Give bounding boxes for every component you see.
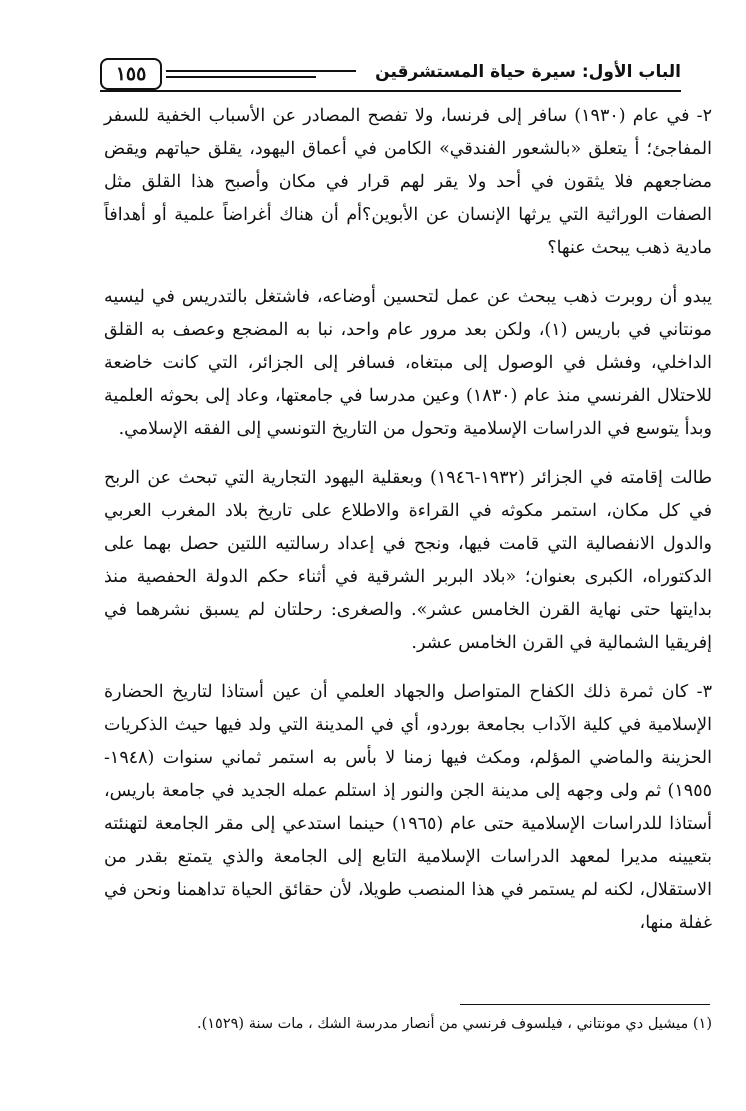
chapter-title: الباب الأول: سيرة حياة المستشرقين bbox=[375, 62, 681, 82]
header-decorative-rule bbox=[166, 76, 316, 78]
header-decorative-rule bbox=[166, 70, 356, 72]
paragraph: يبدو أن روبرت ذهب يبحث عن عمل لتحسين أوضاعه، فاشتغل بالتدريس في ليسيه مونتاني في باريس (١)، ولكن بعد مرور عام واحد، نبا به المضجع وعصف به القلق الداخلي، وفشل في الوصول إلى مبتغاه، فسافر إلى الجزائر، التي كانت خاضعة للاحتلال الفرنسي منذ عام (١٨٣٠) وعين مدرسا في جامعتها، وعاد إلى بحوثه العلمية وبدأ يتوسع في الدراسات الإسلامية وتحول من التاريخ التونسي إلى الفقه الإسلامي. bbox=[104, 287, 712, 439]
footnote-separator bbox=[460, 1004, 710, 1005]
footnote: (١) ميشيل دي مونتاني ، فيلسوف فرنسي من أنصار مدرسة الشك ، مات سنة (١٥٢٩). bbox=[196, 1016, 712, 1032]
body-text bbox=[104, 100, 712, 940]
paragraph: طالت إقامته في الجزائر (١٩٣٢-١٩٤٦) وبعقلية اليهود التجارية التي تبحث عن الربح في كل مكان، استمر مكوثه في القراءة والاطلاع على تاريخ بلاد المغرب العربي والدول الانفصالية التي قامت فيها، ونجح في إعداد رسالتيه اللتين حصل بهما على الدكتوراه، الكبرى بعنوان؛ «بلاد البربر الشرقية في أثناء حكم الدولة الحفصية منذ بدايتها حتى نهاية القرن الخامس عشر». والصغرى: رحلتان لم يسبق نشرهما في إفريقيا الشمالية في القرن الخامس عشر. bbox=[104, 468, 712, 653]
paragraph: ٢- في عام (١٩٣٠) سافر إلى فرنسا، ولا تفصح المصادر عن الأسباب الخفية للسفر المفاجئ؛ أ يتعلق «بالشعور الفندقي» الكامن في أعماق اليهود، يقلق حياتهم ويقض مضاجعهم فلا يثقون في أحد ولا يقر لهم قرار في مكان وأصبح هذا القلق مثل الصفات الوراثية التي يرثها الإنسان عن الأبوين؟أم أن هناك أغراضاً علمية أو أهدافاً مادية ذهب يبحث عنها؟ bbox=[104, 106, 712, 258]
running-header bbox=[100, 58, 681, 92]
paragraph: ٣- كان ثمرة ذلك الكفاح المتواصل والجهاد العلمي أن عين أستاذا لتاريخ الحضارة الإسلامية في كلية الآداب بجامعة بوردو، أي في المدينة التي ولد فيها حيث الذكريات الحزينة والماضي المؤلم، ومكث فيها زمنا لا بأس به استمر ثماني سنوات (١٩٤٨- ١٩٥٥) ثم ولى وجهه إلى مدينة الجن والنور إذ استلم عمله الجديد في جامعة باريس، أستاذا للدراسات الإسلامية حتى عام (١٩٦٥) حينما استدعي إلى مقر الجامعة لتهنئته بتعيينه مديرا لمعهد الدراسات الإسلامية التابع إلى الجامعة والذي يتمتع بقدر من الاستقلال، لكنه لم يستمر في هذا المنصب طويلا، لأن حقائق الحياة تداهمنا ونحن في غفلة منها، bbox=[104, 682, 713, 933]
header-underline bbox=[100, 90, 681, 92]
page-number: ١٥٥ bbox=[100, 58, 162, 90]
